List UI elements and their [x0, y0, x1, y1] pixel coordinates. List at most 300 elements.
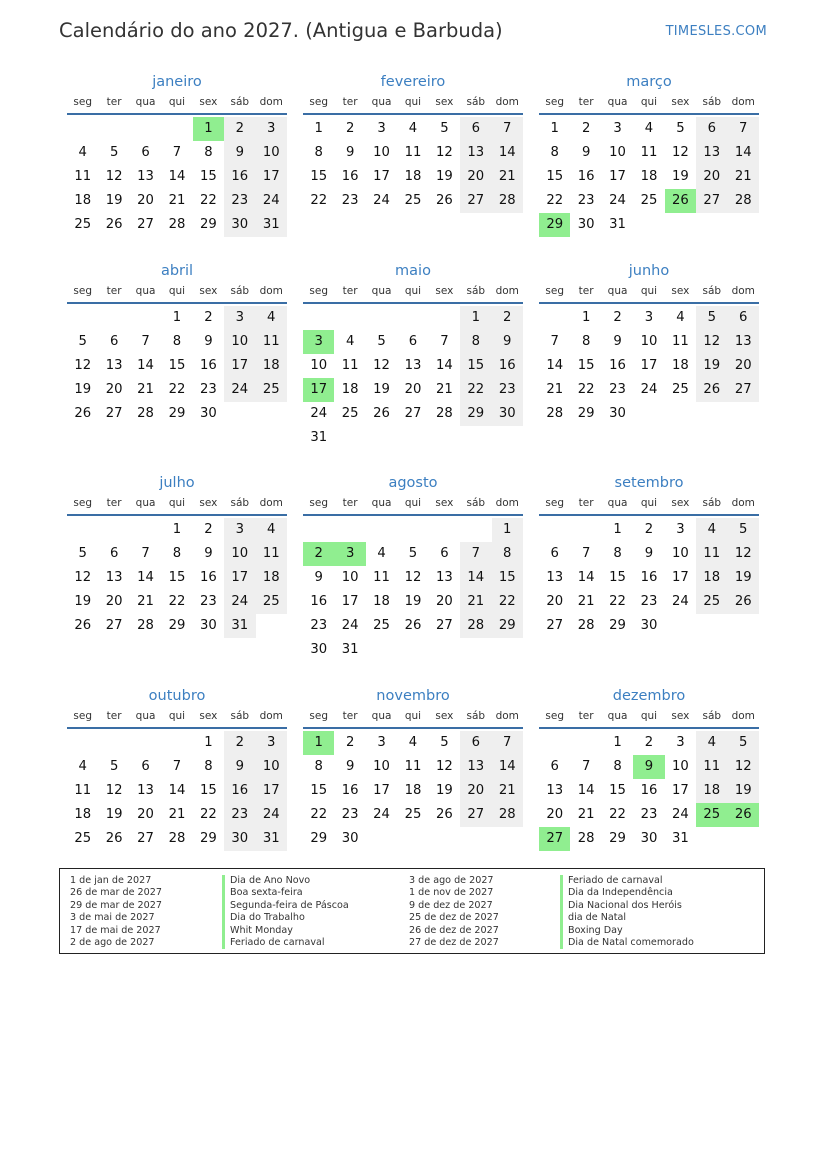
day-cell: 25 — [74, 831, 92, 846]
day-cell: 22 — [168, 594, 186, 609]
empty-day-cell — [161, 117, 192, 141]
weekday-label: qua — [371, 285, 392, 297]
day-cell: 30 — [609, 406, 626, 421]
weekday-label: qua — [371, 497, 392, 509]
day-cell: 5 — [408, 546, 418, 561]
weekday-label: qui — [640, 497, 658, 509]
empty-day-cell — [334, 306, 365, 330]
holiday-day-cell: 17 — [303, 378, 334, 402]
day-cell: 21 — [460, 590, 491, 614]
day-cell: 6 — [550, 546, 559, 561]
day-cell: 16 — [609, 358, 626, 373]
weekday-label: seg — [309, 497, 329, 509]
day-cell: 6 — [550, 759, 559, 774]
day-cell: 20 — [460, 779, 491, 803]
brand-logo-link[interactable]: TIMESLES.COM — [665, 24, 767, 39]
day-cell: 2 — [204, 310, 213, 325]
day-cell: 13 — [546, 570, 564, 585]
empty-day-cell — [130, 117, 161, 141]
weekday-label: seg — [73, 710, 93, 722]
day-cell: 5 — [728, 731, 759, 755]
day-cell: 14 — [577, 783, 595, 798]
week-row — [303, 306, 523, 330]
day-cell: 8 — [460, 330, 491, 354]
day-cell: 10 — [373, 145, 390, 160]
day-cell: 30 — [577, 217, 595, 232]
month-days — [67, 115, 287, 237]
day-cell: 22 — [492, 590, 523, 614]
week-row — [303, 378, 523, 402]
day-cell: 23 — [640, 807, 658, 822]
month-title: junho — [628, 263, 670, 279]
day-cell: 2 — [613, 310, 622, 325]
day-cell: 24 — [256, 803, 287, 827]
weekday-label: qua — [607, 497, 628, 509]
weekday-label: ter — [578, 285, 594, 297]
day-cell: 17 — [373, 783, 390, 798]
day-cell: 19 — [74, 594, 92, 609]
day-cell: 7 — [550, 334, 559, 349]
legend-date: 9 de dez de 2027 — [409, 899, 493, 911]
weekday-label: ter — [578, 710, 594, 722]
weekday-label: dom — [495, 96, 519, 108]
day-cell: 16 — [341, 169, 359, 184]
week-row — [303, 731, 523, 755]
day-cell: 24 — [224, 590, 255, 614]
day-cell: 6 — [460, 731, 491, 755]
day-cell: 9 — [204, 334, 213, 349]
day-cell: 12 — [728, 542, 759, 566]
day-cell: 26 — [105, 831, 123, 846]
weekday-header — [67, 93, 287, 115]
day-cell: 9 — [345, 145, 355, 160]
legend-holiday-name: Boa sexta-feira — [222, 887, 349, 899]
day-cell: 10 — [256, 141, 287, 165]
day-cell: 1 — [204, 735, 213, 750]
day-cell: 4 — [78, 759, 87, 774]
weekday-label: ter — [342, 710, 358, 722]
weekday-label: ter — [106, 710, 122, 722]
day-cell: 26 — [74, 406, 92, 421]
day-cell: 6 — [109, 334, 119, 349]
day-cell: 12 — [105, 169, 123, 184]
day-cell: 7 — [141, 334, 150, 349]
week-row — [303, 638, 523, 662]
day-cell: 20 — [696, 165, 727, 189]
week-row — [539, 518, 759, 542]
day-cell: 9 — [345, 759, 355, 774]
empty-day-cell — [130, 518, 161, 542]
day-cell: 31 — [310, 430, 328, 445]
month-title: setembro — [614, 475, 684, 491]
week-row — [303, 141, 523, 165]
day-cell: 14 — [728, 141, 759, 165]
week-row — [67, 141, 287, 165]
weekday-label: sáb — [466, 710, 486, 722]
weekday-header — [539, 494, 759, 516]
week-row — [539, 330, 759, 354]
weekday-label: sex — [671, 710, 690, 722]
day-cell: 27 — [460, 189, 491, 213]
month-fevereiro — [303, 71, 523, 213]
month-days — [67, 516, 287, 638]
day-cell: 21 — [168, 193, 186, 208]
day-cell: 28 — [492, 803, 523, 827]
day-cell: 26 — [373, 406, 390, 421]
day-cell: 1 — [581, 310, 591, 325]
day-cell: 22 — [200, 193, 217, 208]
weekday-label: qua — [135, 285, 156, 297]
weekday-label: ter — [342, 497, 358, 509]
day-cell: 21 — [577, 594, 595, 609]
week-row — [67, 803, 287, 827]
day-cell: 11 — [696, 542, 727, 566]
week-row — [67, 213, 287, 237]
day-cell: 5 — [696, 306, 727, 330]
day-cell: 21 — [137, 594, 154, 609]
day-cell: 12 — [404, 570, 422, 585]
day-cell: 16 — [640, 783, 658, 798]
legend-holiday-name: Feriado de carnaval — [560, 875, 694, 887]
day-cell: 14 — [137, 358, 154, 373]
weekday-label: qui — [168, 497, 186, 509]
day-cell: 6 — [696, 117, 727, 141]
day-cell: 17 — [256, 165, 287, 189]
day-cell: 2 — [492, 306, 523, 330]
day-cell: 29 — [168, 618, 186, 633]
day-cell: 15 — [546, 169, 564, 184]
day-cell: 21 — [137, 382, 154, 397]
day-cell: 24 — [341, 618, 359, 633]
day-cell: 2 — [224, 731, 255, 755]
day-cell: 19 — [74, 382, 92, 397]
day-cell: 26 — [696, 378, 727, 402]
month-days — [303, 729, 523, 851]
day-cell: 30 — [200, 618, 217, 633]
weekday-label: sex — [199, 710, 218, 722]
week-row — [539, 590, 759, 614]
day-cell: 10 — [609, 145, 626, 160]
day-cell: 7 — [492, 731, 523, 755]
weekday-label: sex — [671, 497, 690, 509]
weekday-label: sáb — [466, 497, 486, 509]
legend-date: 1 de nov de 2027 — [409, 887, 494, 899]
day-cell: 18 — [672, 358, 689, 373]
week-row — [303, 566, 523, 590]
month-junho — [539, 260, 759, 426]
weekday-label: qua — [607, 96, 628, 108]
month-title: janeiro — [152, 74, 202, 90]
weekday-label: sáb — [230, 96, 250, 108]
weekday-label: sáb — [230, 497, 250, 509]
day-cell: 8 — [492, 542, 523, 566]
day-cell: 14 — [168, 783, 186, 798]
weekday-label: seg — [73, 285, 93, 297]
week-row — [303, 402, 523, 426]
day-cell: 10 — [341, 570, 359, 585]
weekday-label: qui — [168, 96, 186, 108]
weekday-label: seg — [309, 710, 329, 722]
day-cell: 8 — [613, 759, 622, 774]
day-cell: 2 — [345, 121, 355, 136]
day-cell: 29 — [577, 406, 595, 421]
day-cell: 3 — [676, 735, 685, 750]
week-row — [539, 165, 759, 189]
day-cell: 25 — [256, 590, 287, 614]
empty-day-cell — [366, 306, 397, 330]
day-cell: 4 — [345, 334, 355, 349]
day-cell: 28 — [577, 831, 595, 846]
weekday-label: sex — [199, 497, 218, 509]
legend-holiday-name: Dia da Independência — [560, 887, 694, 899]
holiday-day-cell: 26 — [665, 189, 696, 213]
day-cell: 18 — [696, 566, 727, 590]
holiday-day-cell: 29 — [539, 213, 570, 237]
day-cell: 17 — [224, 354, 255, 378]
weekday-label: qua — [135, 96, 156, 108]
day-cell: 12 — [105, 783, 123, 798]
weekday-label: sáb — [230, 710, 250, 722]
legend-date: 2 de ago de 2027 — [70, 936, 155, 948]
empty-day-cell — [539, 306, 570, 330]
day-cell: 4 — [696, 518, 727, 542]
day-cell: 26 — [74, 618, 92, 633]
day-cell: 19 — [436, 169, 453, 184]
day-cell: 3 — [256, 117, 287, 141]
weekday-label: sáb — [230, 285, 250, 297]
weekday-label: dom — [259, 96, 283, 108]
day-cell: 18 — [373, 594, 390, 609]
month-title: novembro — [376, 688, 450, 704]
day-cell: 7 — [141, 546, 150, 561]
day-cell: 26 — [436, 193, 453, 208]
day-cell: 3 — [256, 731, 287, 755]
day-cell: 14 — [492, 141, 523, 165]
day-cell: 20 — [105, 594, 123, 609]
day-cell: 3 — [613, 121, 622, 136]
day-cell: 15 — [200, 169, 217, 184]
day-cell: 17 — [373, 169, 390, 184]
day-cell: 23 — [341, 193, 359, 208]
day-cell: 28 — [728, 189, 759, 213]
day-cell: 4 — [676, 310, 685, 325]
week-row — [67, 117, 287, 141]
weekday-label: qua — [371, 96, 392, 108]
empty-day-cell — [67, 518, 98, 542]
holiday-day-cell: 3 — [303, 330, 334, 354]
empty-day-cell — [397, 518, 428, 542]
day-cell: 25 — [672, 382, 689, 397]
month-abril — [67, 260, 287, 426]
month-title: março — [626, 74, 672, 90]
empty-day-cell — [67, 306, 98, 330]
day-cell: 12 — [728, 755, 759, 779]
day-cell: 16 — [310, 594, 328, 609]
day-cell: 22 — [609, 807, 626, 822]
day-cell: 4 — [256, 306, 287, 330]
day-cell: 24 — [373, 193, 390, 208]
day-cell: 21 — [436, 382, 453, 397]
day-cell: 8 — [172, 334, 182, 349]
day-cell: 17 — [256, 779, 287, 803]
day-cell: 31 — [341, 642, 359, 657]
day-cell: 19 — [404, 594, 422, 609]
legend-holiday-name: Dia de Natal comemorado — [560, 937, 694, 949]
day-cell: 27 — [137, 831, 154, 846]
day-cell: 26 — [728, 590, 759, 614]
empty-day-cell — [67, 731, 98, 755]
day-cell: 5 — [440, 735, 449, 750]
empty-day-cell — [161, 731, 192, 755]
month-novembro — [303, 685, 523, 851]
day-cell: 12 — [672, 145, 689, 160]
weekday-label: dom — [731, 96, 755, 108]
weekday-label: dom — [731, 285, 755, 297]
day-cell: 15 — [310, 169, 328, 184]
day-cell: 4 — [408, 121, 418, 136]
day-cell: 29 — [168, 406, 186, 421]
day-cell: 5 — [78, 334, 87, 349]
weekday-label: qua — [371, 710, 392, 722]
day-cell: 17 — [224, 566, 255, 590]
day-cell: 30 — [224, 213, 255, 237]
weekday-label: qui — [404, 96, 422, 108]
empty-day-cell — [570, 731, 601, 755]
day-cell: 19 — [728, 779, 759, 803]
day-cell: 27 — [105, 618, 123, 633]
legend-date: 3 de ago de 2027 — [409, 875, 494, 886]
day-cell: 27 — [460, 803, 491, 827]
weekday-label: sáb — [466, 96, 486, 108]
weekday-label: qua — [135, 497, 156, 509]
day-cell: 27 — [728, 378, 759, 402]
day-cell: 7 — [728, 117, 759, 141]
week-row — [303, 518, 523, 542]
day-cell: 9 — [224, 755, 255, 779]
day-cell: 31 — [224, 614, 255, 638]
day-cell: 27 — [105, 406, 123, 421]
day-cell: 30 — [310, 642, 328, 657]
day-cell: 13 — [728, 330, 759, 354]
day-cell: 10 — [310, 358, 328, 373]
day-cell: 26 — [404, 618, 422, 633]
weekday-label: ter — [578, 96, 594, 108]
day-cell: 16 — [640, 570, 658, 585]
day-cell: 7 — [440, 334, 449, 349]
weekday-label: dom — [495, 285, 519, 297]
day-cell: 21 — [492, 165, 523, 189]
day-cell: 25 — [341, 406, 359, 421]
weekday-label: dom — [259, 285, 283, 297]
day-cell: 7 — [492, 117, 523, 141]
legend-date: 17 de mai de 2027 — [70, 924, 161, 936]
week-row — [303, 779, 523, 803]
empty-day-cell — [98, 731, 129, 755]
weekday-label: seg — [545, 710, 565, 722]
empty-day-cell — [460, 518, 491, 542]
month-janeiro — [67, 71, 287, 237]
day-cell: 12 — [696, 330, 727, 354]
weekday-label: ter — [342, 285, 358, 297]
day-cell: 24 — [672, 594, 689, 609]
week-row — [303, 827, 523, 851]
empty-day-cell — [98, 306, 129, 330]
day-cell: 1 — [460, 306, 491, 330]
day-cell: 27 — [436, 618, 453, 633]
week-row — [539, 117, 759, 141]
weekday-header — [67, 282, 287, 304]
day-cell: 21 — [168, 807, 186, 822]
legend-dates-left — [70, 875, 162, 949]
day-cell: 8 — [581, 334, 591, 349]
weekday-label: ter — [106, 497, 122, 509]
day-cell: 17 — [640, 358, 658, 373]
month-days — [539, 516, 759, 638]
week-row — [67, 614, 287, 638]
legend-holiday-name: Boxing Day — [560, 925, 694, 937]
day-cell: 2 — [224, 117, 255, 141]
month-days — [539, 729, 759, 851]
legend-date: 26 de dez de 2027 — [409, 924, 499, 936]
day-cell: 22 — [310, 193, 328, 208]
day-cell: 21 — [546, 382, 564, 397]
day-cell: 6 — [109, 546, 119, 561]
day-cell: 23 — [609, 382, 626, 397]
holiday-day-cell: 26 — [728, 803, 759, 827]
holiday-legend — [59, 868, 765, 954]
weekday-label: seg — [545, 497, 565, 509]
day-cell: 25 — [256, 378, 287, 402]
day-cell: 5 — [440, 121, 449, 136]
day-cell: 3 — [676, 522, 685, 537]
month-days — [67, 729, 287, 851]
day-cell: 11 — [341, 358, 359, 373]
weekday-header — [303, 282, 523, 304]
day-cell: 14 — [546, 358, 564, 373]
day-cell: 30 — [341, 831, 359, 846]
day-cell: 1 — [314, 121, 323, 136]
day-cell: 28 — [492, 189, 523, 213]
day-cell: 27 — [404, 406, 422, 421]
day-cell: 1 — [172, 310, 182, 325]
day-cell: 5 — [377, 334, 386, 349]
day-cell: 6 — [460, 117, 491, 141]
weekday-label: qui — [404, 710, 422, 722]
day-cell: 10 — [672, 546, 689, 561]
day-cell: 10 — [224, 330, 255, 354]
day-cell: 22 — [609, 594, 626, 609]
day-cell: 14 — [492, 755, 523, 779]
day-cell: 30 — [224, 827, 255, 851]
day-cell: 11 — [74, 783, 92, 798]
day-cell: 31 — [256, 827, 287, 851]
holiday-day-cell: 9 — [633, 755, 664, 779]
weekday-header — [539, 282, 759, 304]
month-title: dezembro — [612, 688, 686, 704]
day-cell: 15 — [200, 783, 217, 798]
empty-day-cell — [366, 518, 397, 542]
day-cell: 6 — [440, 546, 449, 561]
day-cell: 27 — [546, 618, 564, 633]
empty-day-cell — [303, 306, 334, 330]
holiday-day-cell: 3 — [334, 542, 365, 566]
empty-day-cell — [539, 731, 570, 755]
weekday-label: seg — [73, 497, 93, 509]
day-cell: 28 — [436, 406, 453, 421]
day-cell: 19 — [696, 354, 727, 378]
day-cell: 28 — [168, 217, 186, 232]
day-cell: 10 — [224, 542, 255, 566]
